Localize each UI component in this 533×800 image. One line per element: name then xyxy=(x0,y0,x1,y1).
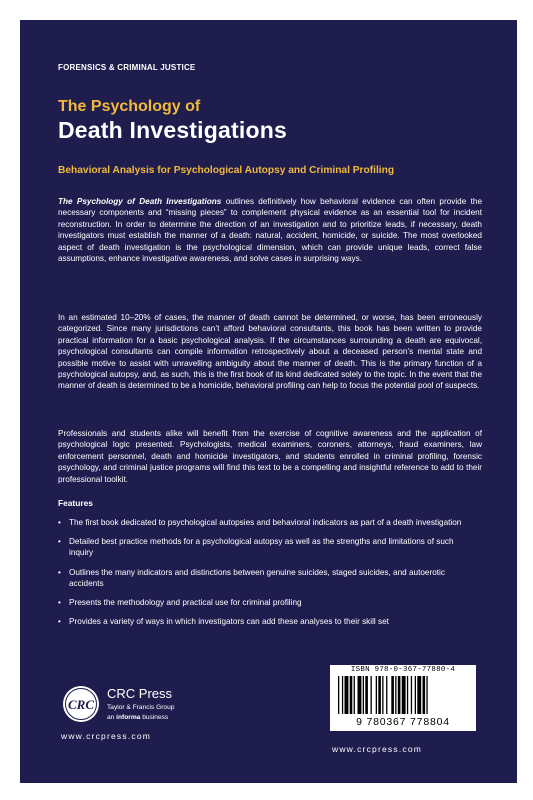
bullet-icon: • xyxy=(58,598,61,608)
publisher-website: www.crcpress.com xyxy=(61,731,152,741)
feature-text: Outlines the many indicators and distinctions between genuine suicides, staged suicides, and autoerotic accidents xyxy=(69,567,445,588)
features-list xyxy=(58,517,478,635)
publisher-block xyxy=(58,684,228,744)
subtitle: Behavioral Analysis for Psychological Autopsy and Criminal Profiling xyxy=(58,165,395,176)
barcode-icon xyxy=(336,676,470,714)
cover-panel xyxy=(20,20,517,783)
isbn-label: ISBN 978-0-367-77880-4 xyxy=(350,666,456,674)
description-paragraph-3: Professionals and students alike will benefit from the exercise of cognitive awareness and the application of psychological logic presented. Psychologists, medical examiners, coroners, attorneys, fraud examiners, law enforcement personnel, death and homicide investigators, and students enrolled in criminal profiling, forensic psychology, and criminal justice programs will find this text to be a compelling and insightful reference to add to their professional toolkit. xyxy=(58,429,482,484)
features-heading: Features xyxy=(58,498,93,508)
crc-logo-icon xyxy=(61,684,101,724)
barcode-digits: 9 780367 778804 xyxy=(356,716,450,728)
feature-item xyxy=(58,567,478,589)
book-title-italic: The Psychology of Death Investigations xyxy=(58,197,222,206)
bullet-icon: • xyxy=(58,537,61,547)
feature-text: Provides a variety of ways in which investigators can add these analyses to their skill set xyxy=(69,617,389,627)
publisher-business: an informa business xyxy=(107,714,169,721)
paragraph-1-text: outlines definitively how behavioral evidence can often provide the necessary components and “missing pieces” to complement physical evidence as an essential tool for incident reconstruction. In order to determine the direction of an investigation and to prioritize leads, if necessary, death investigators must establish the manner of a death: natural, accident, homicide, or suicide. The most overlooked aspect of death investigation is the psychological dimension, which can provide unique leads, correct false assumptions, enhance investigative awareness, and solve cases in surprising ways. xyxy=(58,197,482,264)
description-paragraph-1 xyxy=(58,196,482,264)
crc-logo-text: CRC xyxy=(67,697,95,712)
feature-item xyxy=(58,597,478,608)
series-label: FORENSICS & CRIMINAL JUSTICE xyxy=(58,63,196,72)
bullet-icon: • xyxy=(58,567,61,577)
feature-item xyxy=(58,536,478,558)
bullet-icon: • xyxy=(58,617,61,627)
feature-item xyxy=(58,517,478,528)
publisher-group: Taylor & Francis Group xyxy=(107,704,175,711)
title-line-2: Death Investigations xyxy=(58,117,287,143)
description-paragraph-2: In an estimated 10–20% of cases, the manner of death cannot be determined, or worse, has been erroneously categorized. Since many jurisdictions can’t afford behavioral consultants, this book has been written to provide practical information for a basic psychological analysis. If the circumstances surrounding a death are equivocal, psychological consultants can compile information retrospectively about a deceased person’s mental state and possible motive to assist with unravelling ambiguity about the manner of death. This is the primary function of a psychological autopsy, and, as such, this is the first book of its kind dedicated solely to the topic. In the event that the manner of death is determined to be a homicide, behavioral profiling can help to focus the potential pool of suspects. xyxy=(58,313,482,391)
feature-text: Presents the methodology and practical use for criminal profiling xyxy=(69,598,302,608)
barcode-box xyxy=(330,665,476,731)
bullet-icon: • xyxy=(58,518,61,527)
spine-edge xyxy=(517,0,533,800)
feature-text: The first book dedicated to psychological autopsies and behavioral indicators as part of a death investigation xyxy=(69,518,462,527)
publisher-name: CRC Press xyxy=(107,686,173,701)
feature-item xyxy=(58,616,478,627)
title-line-1: The Psychology of xyxy=(58,98,201,115)
barcode-website: www.crcpress.com xyxy=(332,744,423,754)
feature-text: Detailed best practice methods for a psychological autopsy as well as the strengths and limitations of such inquiry xyxy=(69,537,454,558)
